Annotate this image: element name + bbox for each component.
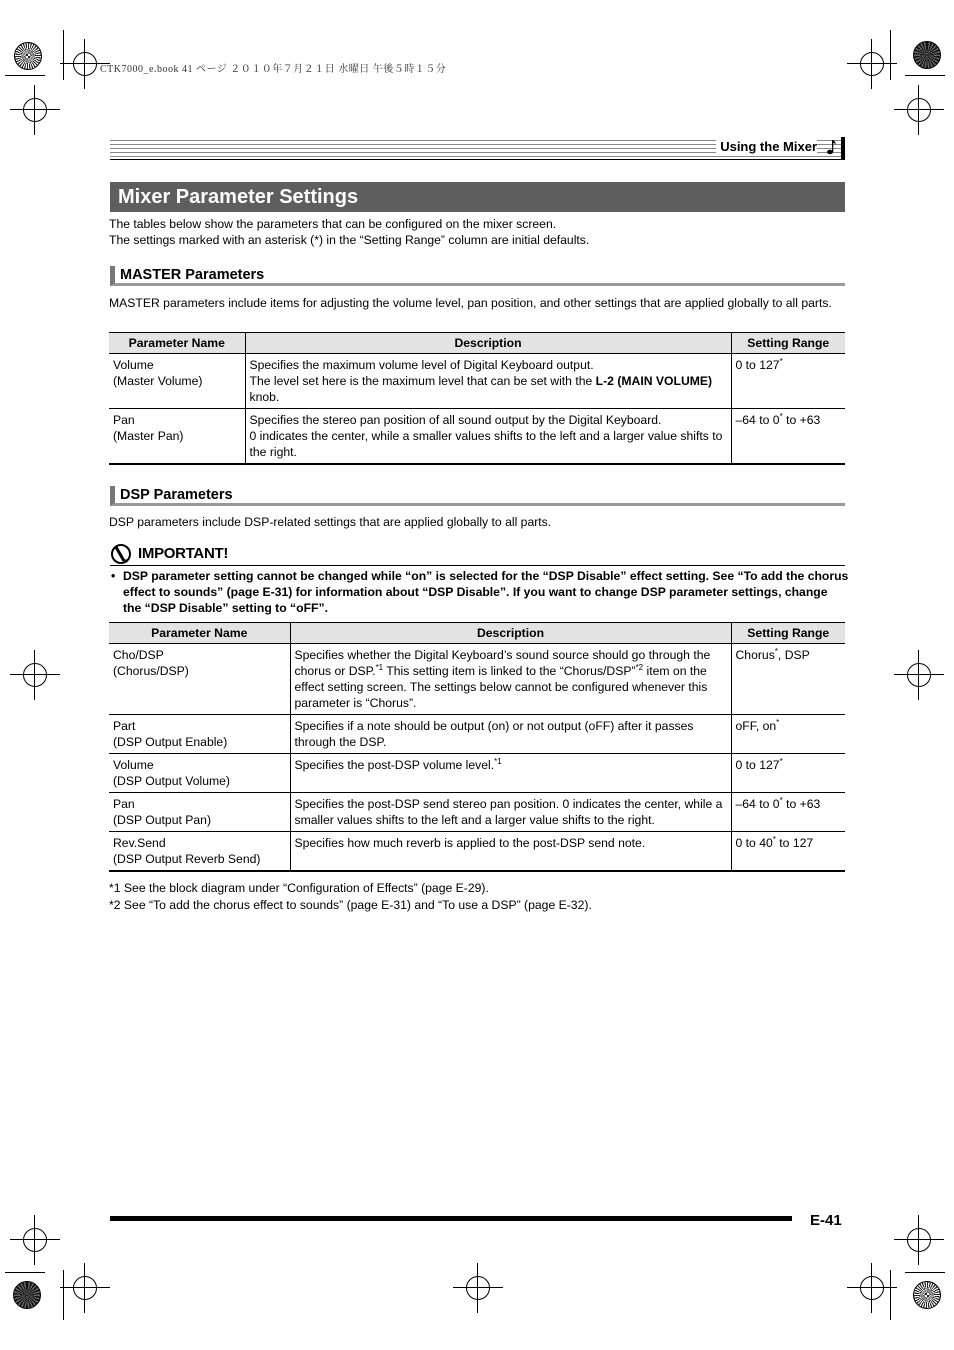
description-cell <box>290 644 731 715</box>
range-text: 0 to 127 <box>735 358 780 372</box>
column-header: Description <box>245 333 731 354</box>
crop-line <box>5 75 45 76</box>
description-cell: Specifies the post-DSP send stereo pan position. 0 indicates the center, while a smaller values shifts to the left and a larger value shifts to the right. <box>290 793 731 832</box>
range-text: to +63 <box>782 797 821 811</box>
parameter-subname: (Master Volume) <box>113 374 203 388</box>
column-header: Description <box>290 623 731 644</box>
description-fragment: Specifies the post-DSP volume level. <box>294 758 495 772</box>
crop-target-icon <box>466 1276 490 1300</box>
default-marker: * <box>779 756 783 766</box>
parameter-subname: (DSP Output Volume) <box>113 774 230 788</box>
parameter-subname: (Master Pan) <box>113 429 184 443</box>
crop-target-icon <box>907 98 931 122</box>
description-text: 0 indicates the center, while a smaller values shifts to the left and a larger value shifts to the right. <box>249 429 723 459</box>
important-label: IMPORTANT! <box>138 545 229 562</box>
description-text: Specifies the stereo pan position of all sound output by the Digital Keyboard. <box>249 413 662 427</box>
parameter-subname: (DSP Output Pan) <box>113 813 211 827</box>
default-marker: * <box>779 411 783 421</box>
dsp-heading: DSP Parameters <box>110 486 845 506</box>
table-row <box>109 793 845 832</box>
range-text: oFF, on <box>735 719 777 733</box>
table-header-row <box>109 623 845 644</box>
crop-line <box>890 1270 891 1320</box>
parameter-name-cell <box>109 715 290 754</box>
parameter-name-cell <box>109 754 290 793</box>
intro-line: The settings marked with an asterisk (*) in the “Setting Range” column are initial defaults. <box>109 233 590 247</box>
running-header <box>110 137 845 160</box>
range-text: to 127 <box>775 836 814 850</box>
footnote-ref: *2 <box>635 662 644 672</box>
default-marker: * <box>772 834 776 844</box>
description-fragment: knob. <box>249 390 280 404</box>
crop-target-icon <box>73 52 97 76</box>
parameter-name-cell <box>109 644 290 715</box>
crop-line <box>5 1272 45 1273</box>
setting-range-cell <box>731 354 845 409</box>
description-fragment: item on the effect setting screen. The settings below cannot be configured whenever this parameter is “Chorus”. <box>294 664 708 710</box>
footnote-ref: *1 <box>494 756 502 766</box>
parameter-name-cell <box>109 409 245 465</box>
parameter-name: Cho/DSP <box>113 648 164 662</box>
table-row <box>109 644 845 715</box>
column-header: Setting Range <box>731 623 845 644</box>
crop-line <box>905 1272 945 1273</box>
master-description: MASTER parameters include items for adjusting the volume level, pan position, and other settings that are applied globally to all parts. <box>109 296 832 310</box>
default-marker: * <box>774 646 778 656</box>
range-text: Chorus <box>735 648 775 662</box>
intro-text <box>109 216 849 248</box>
crop-target-icon <box>23 98 47 122</box>
intro-line: The tables below show the parameters that can be configured on the mixer screen. <box>109 217 557 231</box>
bullet-dot-icon: • <box>111 569 116 583</box>
range-text: –64 to 0 <box>735 797 780 811</box>
important-notice-header <box>110 543 845 566</box>
parameter-name: Pan <box>113 797 135 811</box>
description-text <box>250 373 727 405</box>
table-row <box>109 754 845 793</box>
setting-range-cell <box>731 754 845 793</box>
registration-wheel-icon <box>13 1281 41 1309</box>
range-text: –64 to 0 <box>735 413 780 427</box>
default-marker: * <box>779 356 783 366</box>
running-header-edge <box>841 137 845 159</box>
setting-range-cell <box>731 793 845 832</box>
important-text: DSP parameter setting cannot be changed while “on” is selected for the “DSP Disable” effect setting. See “To add the chorus effect to sounds” (page E-31) for information about “DSP Disable”. If you want to change DSP parameter settings, change the “DSP Disable” setting to “oFF”. <box>123 569 849 615</box>
parameter-name-cell <box>109 354 245 409</box>
crop-target-icon <box>907 663 931 687</box>
page-number: E-41 <box>810 1212 842 1229</box>
table-header-row <box>109 333 845 354</box>
crop-target-icon <box>23 663 47 687</box>
crop-target-icon <box>907 1228 931 1252</box>
column-header: Parameter Name <box>109 623 290 644</box>
default-marker: * <box>776 717 780 727</box>
table-row <box>109 832 845 872</box>
footer-rule <box>110 1216 792 1221</box>
footnote-ref: *1 <box>375 662 384 672</box>
footnote: *1 See the block diagram under “Configuration of Effects” (page E-29). <box>109 881 489 895</box>
description-fragment: Specifies whether the Digital Keyboard’s sound source should go through the chorus or DSP. <box>294 648 711 678</box>
setting-range-cell <box>731 832 845 872</box>
crop-target-icon <box>860 52 884 76</box>
crop-line <box>905 75 945 76</box>
parameter-subname: (DSP Output Enable) <box>113 735 228 749</box>
range-text: to +63 <box>782 413 821 427</box>
description-text: Specifies the maximum volume level of Digital Keyboard output. <box>249 358 594 372</box>
knob-name: L-2 (MAIN VOLUME) <box>595 374 713 388</box>
description-cell <box>245 409 731 465</box>
table-row <box>109 409 845 465</box>
column-header: Setting Range <box>731 333 845 354</box>
exclamation-circle-icon <box>110 543 134 565</box>
setting-range-cell <box>731 715 845 754</box>
parameter-name-cell <box>109 793 290 832</box>
setting-range-cell <box>731 409 845 465</box>
crop-target-icon <box>860 1276 884 1300</box>
section-title: Mixer Parameter Settings <box>110 182 845 212</box>
important-bullet <box>109 568 849 616</box>
description-fragment: The level set here is the maximum level that can be set with the <box>249 374 596 388</box>
column-header: Parameter Name <box>109 333 245 354</box>
description-cell: Specifies if a note should be output (on) or not output (oFF) after it passes through the DSP. <box>290 715 731 754</box>
description-cell: Specifies how much reverb is applied to the post-DSP send note. <box>290 832 731 872</box>
crop-target-icon <box>23 1228 47 1252</box>
print-header: CTK7000_e.book 41 ページ ２０１０年７月２１日 水曜日 午後５時１５分 <box>100 64 447 75</box>
crop-line <box>63 30 64 80</box>
crop-line <box>63 1270 64 1320</box>
master-parameters-table <box>109 332 845 465</box>
parameter-name: Pan <box>113 413 135 427</box>
registration-wheel-icon <box>14 42 42 70</box>
crop-target-icon <box>73 1276 97 1300</box>
registration-wheel-icon <box>913 41 941 69</box>
range-text: 0 to 127 <box>735 758 780 772</box>
dsp-parameters-table <box>109 622 845 872</box>
parameter-name: Volume <box>113 358 154 372</box>
default-marker: * <box>779 795 783 805</box>
setting-range-cell <box>731 644 845 715</box>
parameter-name: Part <box>113 719 136 733</box>
description-cell <box>290 754 731 793</box>
crop-line <box>890 30 891 80</box>
music-note-icon <box>827 139 837 155</box>
parameter-name: Volume <box>113 758 154 772</box>
master-heading: MASTER Parameters <box>110 266 845 286</box>
footnote: *2 See “To add the chorus effect to sounds” (page E-31) and “To use a DSP” (page E-32). <box>109 898 592 912</box>
parameter-name: Rev.Send <box>113 836 166 850</box>
running-header-label: Using the Mixer <box>716 139 817 154</box>
table-row <box>109 354 845 409</box>
description-cell <box>245 354 731 409</box>
dsp-description: DSP parameters include DSP-related settings that are applied globally to all parts. <box>109 515 552 529</box>
range-text: 0 to 40 <box>735 836 773 850</box>
description-fragment: This setting item is linked to the “Chorus/DSP” <box>383 664 636 678</box>
range-text: , DSP <box>777 648 810 662</box>
registration-wheel-icon <box>913 1281 941 1309</box>
parameter-name-cell <box>109 832 290 872</box>
parameter-subname: (Chorus/DSP) <box>113 664 189 678</box>
parameter-subname: (DSP Output Reverb Send) <box>113 852 261 866</box>
table-row <box>109 715 845 754</box>
